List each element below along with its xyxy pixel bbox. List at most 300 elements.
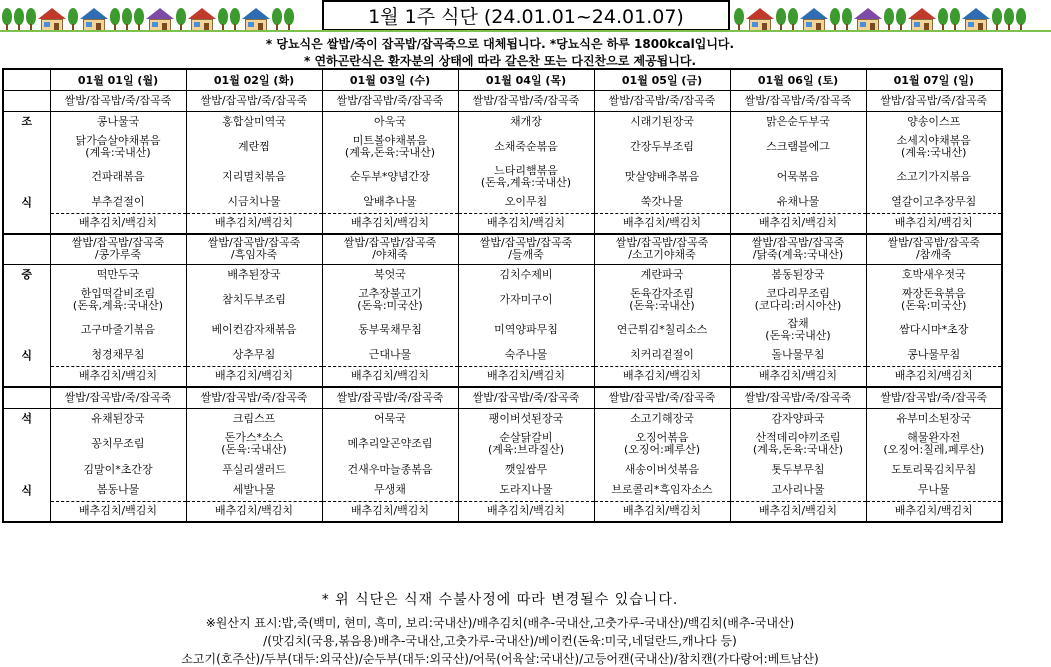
- menu-item-text: 무생채: [374, 483, 406, 497]
- menu-item: [186, 315, 322, 345]
- menu-item-text: 김말이*초간장: [83, 462, 153, 476]
- menu-item-text: 계란찜: [238, 140, 270, 153]
- menu-item: [594, 501, 730, 522]
- menu-item: [594, 111, 730, 132]
- menu-item-text: 푸실리샐러드: [222, 462, 286, 476]
- menu-item: [458, 366, 594, 387]
- menu-item: [186, 132, 322, 162]
- menu-item-text: 쑥갓나물: [640, 195, 684, 209]
- menu-item: [50, 162, 186, 192]
- menu-item: [50, 315, 186, 345]
- meal-label: [3, 213, 50, 234]
- menu-item-text: 알배추나물: [363, 195, 417, 209]
- menu-item: [730, 213, 866, 234]
- menu-item-text: 김치수제비: [499, 267, 553, 281]
- menu-item-text: 한입떡갈비조림 (돈육,계육:국내산): [72, 287, 164, 312]
- menu-item: [594, 162, 730, 192]
- tree-icon: [110, 8, 120, 32]
- menu-item-text: 쌀밥/잡곡밥/죽/잡곡죽: [472, 390, 580, 404]
- menu-item: [866, 192, 1002, 213]
- day-header: 01월 05일 (금): [594, 69, 730, 90]
- menu-item: [730, 264, 866, 285]
- meal-label: [3, 366, 50, 387]
- meal-label: [3, 501, 50, 522]
- menu-item: [322, 480, 458, 501]
- menu-item-text: 도토리묵김치무침: [891, 462, 977, 476]
- menu-item: [458, 234, 594, 264]
- menu-item-text: 근대나물: [368, 348, 412, 362]
- menu-item-text: 닭가슴살야채볶음 (계육:국내산): [75, 134, 161, 159]
- menu-item-text: 쌀밥/잡곡밥/죽/잡곡죽: [880, 93, 988, 107]
- tree-icon: [68, 8, 78, 32]
- menu-item: [458, 90, 594, 111]
- tree-icon: [176, 8, 186, 32]
- menu-item: [186, 162, 322, 192]
- dinner-row: [3, 408, 1002, 429]
- menu-item: [50, 480, 186, 501]
- menu-item: [322, 213, 458, 234]
- menu-item-text: 돌나물무침: [771, 348, 825, 362]
- menu-item: [730, 429, 866, 459]
- menu-item: [322, 408, 458, 429]
- grass-divider: [0, 30, 1051, 32]
- menu-item-text: 배추김치/백김치: [894, 369, 973, 383]
- tree-icon: [230, 8, 240, 32]
- tree-icon: [284, 8, 294, 32]
- menu-item-text: 새송이버섯볶음: [624, 462, 700, 476]
- menu-item: [186, 387, 322, 408]
- tree-icon: [950, 8, 960, 32]
- menu-item: [730, 459, 866, 480]
- menu-item: [322, 162, 458, 192]
- menu-item-text: 채개장: [510, 114, 542, 128]
- menu-item-text: 콩나물무침: [907, 348, 961, 362]
- menu-item: [594, 408, 730, 429]
- menu-item: [50, 408, 186, 429]
- day-header: 01월 01일 (월): [50, 69, 186, 90]
- menu-item: [594, 213, 730, 234]
- menu-item-text: 쌀밥/잡곡밥/죽/잡곡죽: [744, 390, 852, 404]
- menu-item: [458, 285, 594, 315]
- menu-item: [594, 90, 730, 111]
- menu-item: [186, 366, 322, 387]
- menu-item: [50, 501, 186, 522]
- house-icon: [242, 8, 270, 32]
- menu-item: [866, 366, 1002, 387]
- house-icon: [146, 8, 174, 32]
- menu-item-text: 맑은순두부국: [766, 114, 830, 128]
- menu-item: [730, 480, 866, 501]
- lunch-row: [3, 285, 1002, 315]
- meal-label: [3, 459, 50, 480]
- menu-item-text: 배추김치/백김치: [350, 369, 430, 383]
- menu-item: [866, 429, 1002, 459]
- menu-item-text: 쌀밥/잡곡밥/죽/잡곡죽: [336, 93, 444, 107]
- menu-item: [50, 264, 186, 285]
- menu-item-text: 느타리햄볶음 (돈육,계육:국내산): [480, 164, 572, 189]
- menu-item: [186, 480, 322, 501]
- tree-icon: [734, 8, 744, 32]
- menu-item: [594, 366, 730, 387]
- menu-item-text: 쌀밥/잡곡밥/잡곡죽 /참깨죽: [887, 236, 980, 262]
- meal-label: 중: [3, 264, 50, 285]
- day-header: 01월 02일 (화): [186, 69, 322, 90]
- menu-item: [594, 264, 730, 285]
- meal-label: [3, 285, 50, 315]
- menu-item-text: 쌈다시마*초장: [899, 323, 969, 336]
- menu-item-text: 배추김치/백김치: [486, 369, 566, 383]
- header-decoration: [0, 0, 1051, 32]
- menu-item: [866, 315, 1002, 345]
- page-title-text: 1월 1주 식단 (24.01.01~24.01.07): [368, 6, 684, 28]
- menu-item-text: 계란파국: [640, 267, 684, 281]
- menu-item-text: 배추김치/백김치: [214, 216, 294, 230]
- meal-label: 석: [3, 408, 50, 429]
- menu-item: [594, 192, 730, 213]
- lunch-row: [3, 366, 1002, 387]
- menu-item-text: 배추김치/백김치: [486, 216, 566, 230]
- tree-icon: [788, 8, 798, 32]
- menu-item-text: 쌀밥/잡곡밥/죽/잡곡죽: [64, 390, 172, 404]
- menu-item: [50, 387, 186, 408]
- tree-icon: [884, 8, 894, 32]
- menu-item-text: 쌀밥/잡곡밥/잡곡죽 /닭죽(계육:국내산): [751, 236, 845, 262]
- menu-item: [594, 387, 730, 408]
- menu-item-text: 쌀밥/잡곡밥/죽/잡곡죽: [200, 390, 308, 404]
- menu-item: [458, 345, 594, 366]
- menu-item: [866, 213, 1002, 234]
- corner-cell: [3, 69, 50, 90]
- menu-item: [866, 459, 1002, 480]
- menu-item-text: 메추리알곤약조림: [347, 437, 433, 450]
- meal-label: [3, 234, 50, 264]
- menu-item-text: 쌀밥/잡곡밥/죽/잡곡죽: [472, 93, 580, 107]
- tree-icon: [896, 8, 906, 32]
- menu-item: [730, 132, 866, 162]
- diabetic-diet-notice: * 당뇨식은 쌀밥/죽이 잡곡밥/잡곡죽으로 대체됩니다. *당뇨식은 하루 1800kcal입니다.: [265, 37, 735, 51]
- menu-item-text: 배추김치/백김치: [214, 504, 294, 518]
- menu-item: [322, 285, 458, 315]
- menu-item-text: 배추김치/백김치: [486, 504, 566, 518]
- weekly-menu-table: [2, 68, 1003, 523]
- menu-item: [50, 285, 186, 315]
- menu-item-text: 열갈이고추장무침: [891, 195, 977, 209]
- menu-item: [50, 345, 186, 366]
- menu-item-text: 배추김치/백김치: [78, 504, 158, 518]
- menu-item: [458, 192, 594, 213]
- menu-item: [50, 366, 186, 387]
- menu-item-text: 시금치나물: [227, 195, 281, 209]
- menu-item: [866, 285, 1002, 315]
- menu-item-text: 부추겉절이: [91, 195, 145, 209]
- menu-item: [594, 285, 730, 315]
- menu-item-text: 소고기해장국: [630, 411, 694, 425]
- menu-item-text: 고추장불고기 (돈육:미국산): [357, 287, 423, 312]
- menu-item: [186, 459, 322, 480]
- menu-item-text: 무나물: [917, 483, 950, 497]
- menu-item: [186, 234, 322, 264]
- menu-item-text: 간장두부조림: [630, 140, 694, 153]
- menu-item: [322, 234, 458, 264]
- menu-item: [186, 501, 322, 522]
- menu-item-text: 아욱국: [374, 114, 406, 128]
- village-illustration-left: [2, 2, 320, 32]
- menu-item: [322, 192, 458, 213]
- menu-item: [50, 459, 186, 480]
- menu-item-text: 상추무침: [232, 348, 276, 362]
- menu-item-text: 배추김치/백김치: [622, 369, 702, 383]
- menu-item: [458, 264, 594, 285]
- menu-item: [458, 111, 594, 132]
- menu-item: [866, 162, 1002, 192]
- menu-item: [594, 429, 730, 459]
- menu-item: [322, 501, 458, 522]
- menu-item-text: 배추김치/백김치: [758, 504, 838, 518]
- dinner-row: [3, 429, 1002, 459]
- menu-item-text: 스크램블에그: [766, 140, 830, 153]
- house-icon: [962, 8, 990, 32]
- menu-item: [594, 234, 730, 264]
- menu-item: [322, 366, 458, 387]
- menu-item: [322, 459, 458, 480]
- menu-item: [322, 90, 458, 111]
- menu-item-text: 꽁치무조림: [91, 437, 145, 450]
- menu-item-text: 짜장돈육볶음 (돈육:미국산): [901, 287, 967, 312]
- menu-item-text: 배추김치/백김치: [894, 216, 973, 230]
- menu-item-text: 연근튀김*칠리소스: [616, 323, 708, 336]
- menu-item: [458, 429, 594, 459]
- menu-item-text: 가자미구이: [499, 293, 553, 306]
- tree-icon: [1016, 8, 1026, 32]
- menu-item: [730, 162, 866, 192]
- menu-item-text: 세발나물: [232, 483, 276, 497]
- house-icon: [746, 8, 774, 32]
- menu-item-text: 어묵국: [374, 411, 406, 425]
- lunch-row: [3, 264, 1002, 285]
- menu-item-text: 돈육감자조림 (돈육:국내산): [629, 287, 695, 312]
- house-icon: [800, 8, 828, 32]
- menu-item: [322, 111, 458, 132]
- menu-item-text: 쌀밥/잡곡밥/죽/잡곡죽: [608, 390, 716, 404]
- menu-item: [186, 429, 322, 459]
- menu-item-text: 유채된장국: [91, 411, 145, 425]
- menu-item: [866, 345, 1002, 366]
- menu-item: [730, 408, 866, 429]
- lunch-row: [3, 345, 1002, 366]
- menu-item: [50, 234, 186, 264]
- menu-change-notice: * 위 식단은 식재 수불사정에 따라 변경될수 있습니다.: [321, 592, 679, 608]
- menu-item: [458, 132, 594, 162]
- menu-item-text: 북엇국: [374, 267, 406, 281]
- menu-item-text: 치커리겉절이: [630, 348, 694, 362]
- menu-item-text: 배추김치/백김치: [214, 369, 294, 383]
- menu-item: [458, 459, 594, 480]
- menu-item-text: 지리멸치볶음: [222, 170, 286, 183]
- tree-icon: [122, 8, 132, 32]
- menu-item-text: 배추김치/백김치: [622, 504, 702, 518]
- origin-label-line: ※원산지 표시:밥,죽(백미, 현미, 흑미, 보리:국내산)/배추김치(배추-국내산,고춧가루-국내산)/백김치(배추-국내산): [205, 616, 795, 630]
- menu-item-text: 오징어볶음 (오징어:페루산): [623, 431, 701, 456]
- menu-item: [186, 192, 322, 213]
- menu-item: [594, 132, 730, 162]
- menu-item-text: 맛살양배추볶음: [624, 170, 700, 183]
- menu-item-text: 시래기된장국: [630, 114, 694, 128]
- menu-item-text: 어묵볶음: [776, 170, 820, 183]
- menu-item: [866, 408, 1002, 429]
- menu-item: [458, 501, 594, 522]
- day-header: 01월 04일 (목): [458, 69, 594, 90]
- menu-item: [186, 213, 322, 234]
- meal-label: 식: [3, 480, 50, 501]
- menu-item-text: 배추김치/백김치: [894, 504, 973, 518]
- menu-item-text: 배추김치/백김치: [350, 216, 430, 230]
- menu-item: [322, 264, 458, 285]
- menu-item: [866, 111, 1002, 132]
- menu-item-text: 순살닭갈비 (계육:브라질산): [487, 431, 565, 456]
- menu-item: [50, 213, 186, 234]
- menu-item-text: 유부미소된장국: [896, 411, 971, 425]
- meal-label: 조: [3, 111, 50, 132]
- menu-item: [730, 366, 866, 387]
- menu-item-text: 미역양파무침: [494, 323, 558, 336]
- menu-item-text: 떡만두국: [96, 267, 140, 281]
- menu-item-text: 소세지야채볶음 (계육:국내산): [896, 134, 971, 159]
- menu-item: [186, 285, 322, 315]
- menu-item-text: 깻잎쌈무: [504, 462, 548, 476]
- menu-item-text: 배추김치/백김치: [758, 369, 838, 383]
- menu-item: [50, 132, 186, 162]
- dinner-row: [3, 387, 1002, 408]
- menu-item-text: 숙주나물: [504, 348, 548, 362]
- menu-item: [730, 315, 866, 345]
- menu-item-text: 팽이버섯된장국: [488, 411, 564, 425]
- menu-item-text: 소고기가지볶음: [896, 170, 971, 183]
- menu-item: [594, 480, 730, 501]
- menu-item: [458, 162, 594, 192]
- menu-item: [458, 213, 594, 234]
- menu-item-text: 쌀밥/잡곡밥/죽/잡곡죽: [200, 93, 308, 107]
- menu-item: [458, 408, 594, 429]
- menu-item-text: 쌀밥/잡곡밥/잡곡죽 /흑임자죽: [207, 236, 301, 262]
- menu-item: [866, 480, 1002, 501]
- menu-item-text: 베이컨감자채볶음: [211, 323, 297, 336]
- meal-label: [3, 315, 50, 345]
- house-icon: [908, 8, 936, 32]
- menu-item-text: 돈가스*소스 (돈육:국내산): [221, 431, 287, 456]
- tree-icon: [842, 8, 852, 32]
- menu-item-text: 건새우마늘종볶음: [347, 462, 433, 476]
- menu-item: [50, 192, 186, 213]
- house-icon: [38, 8, 66, 32]
- menu-item: [50, 111, 186, 132]
- lunch-row: [3, 234, 1002, 264]
- menu-item: [866, 264, 1002, 285]
- menu-item-text: 쌀밥/잡곡밥/죽/잡곡죽: [64, 93, 172, 107]
- menu-item: [730, 387, 866, 408]
- menu-item-text: 해물완자전 (오징어:칠레,페루산): [883, 431, 985, 456]
- menu-item: [730, 192, 866, 213]
- menu-item-text: 콩나물국: [96, 114, 140, 128]
- house-icon: [188, 8, 216, 32]
- menu-item-text: 고구마줄기볶음: [80, 323, 156, 336]
- menu-item-text: 크림스프: [232, 411, 276, 425]
- menu-item-text: 쌀밥/잡곡밥/잡곡죽 /들깨죽: [479, 236, 573, 262]
- menu-item-text: 홍합살미역국: [222, 114, 286, 128]
- menu-item: [866, 501, 1002, 522]
- menu-item: [866, 387, 1002, 408]
- menu-item-text: 소채죽순볶음: [494, 140, 558, 153]
- menu-item-text: 쌀밥/잡곡밥/잡곡죽 /소고기야채죽: [615, 236, 709, 262]
- menu-item-text: 유채나물: [776, 195, 820, 209]
- menu-item: [730, 285, 866, 315]
- menu-item-text: 양송이스프: [907, 114, 961, 128]
- origin-label-line: /(맛김치(국용,볶음용)배추-국내산,고춧가루-국내산)/베이컨(돈육:미국,네덜란드,캐나다 등): [263, 634, 737, 648]
- tree-icon: [134, 8, 144, 32]
- menu-item-text: 쌀밥/잡곡밥/잡곡죽 /야채죽: [343, 236, 437, 262]
- menu-item: [186, 264, 322, 285]
- menu-item: [730, 345, 866, 366]
- menu-item-text: 감자양파국: [771, 411, 825, 425]
- menu-item-text: 미트볼야채볶음 (계육,돈육:국내산): [344, 134, 436, 159]
- menu-item: [50, 90, 186, 111]
- tree-icon: [938, 8, 948, 32]
- menu-item-text: 배추김치/백김치: [78, 369, 158, 383]
- menu-item: [730, 234, 866, 264]
- lunch-row: [3, 315, 1002, 345]
- menu-item-text: 동부묵채무침: [358, 323, 422, 336]
- house-icon: [80, 8, 108, 32]
- menu-item-text: 쌀밥/잡곡밥/죽/잡곡죽: [744, 93, 852, 107]
- menu-item-text: 봄동된장국: [771, 267, 825, 281]
- house-icon: [854, 8, 882, 32]
- menu-item-text: 산적데리야끼조림 (계육,돈육:국내산): [752, 431, 844, 456]
- menu-item-text: 청경채무침: [91, 348, 145, 362]
- breakfast-row: [3, 132, 1002, 162]
- menu-item: [730, 90, 866, 111]
- day-header: 01월 03일 (수): [322, 69, 458, 90]
- tree-icon: [992, 8, 1002, 32]
- menu-item: [186, 345, 322, 366]
- menu-item-text: 배추된장국: [227, 267, 281, 281]
- menu-item: [594, 345, 730, 366]
- menu-item-text: 쌀밥/잡곡밥/죽/잡곡죽: [608, 93, 716, 107]
- menu-item: [50, 429, 186, 459]
- menu-item-text: 잡채 (돈육:국내산): [765, 317, 831, 342]
- meal-label: [3, 429, 50, 459]
- menu-item-text: 오이무침: [504, 195, 548, 209]
- menu-item-text: 쌀밥/잡곡밥/죽/잡곡죽: [880, 390, 988, 404]
- menu-item-text: 배추김치/백김치: [78, 216, 158, 230]
- page-title: [322, 0, 730, 31]
- menu-item-text: 순두부*양념간장: [350, 170, 430, 183]
- menu-item: [730, 111, 866, 132]
- menu-item-text: 봄동나물: [96, 483, 140, 497]
- menu-item-text: 호박새우젓국: [901, 267, 966, 281]
- menu-item: [322, 387, 458, 408]
- origin-label-line: 소고기(호주산)/두부(대두:외국산)/순두부(대두:외국산)/어묵(어육살:국내산)/고등어캔(국내산)/참치캔(가다랑어:베트남산): [181, 652, 819, 666]
- meal-label: [3, 162, 50, 192]
- menu-item-text: 브로콜리*흑임자소스: [611, 483, 713, 497]
- menu-item-text: 참치두부조림: [222, 293, 286, 306]
- menu-item: [322, 429, 458, 459]
- menu-item-text: 도라지나물: [499, 483, 553, 497]
- menu-item: [458, 315, 594, 345]
- menu-item-text: 고사리나물: [771, 483, 825, 497]
- tree-icon: [218, 8, 228, 32]
- dysphagia-diet-notice: * 연하곤란식은 환자분의 상태에 따라 갈은찬 또는 다진찬으로 제공됩니다.: [303, 54, 697, 68]
- tree-icon: [272, 8, 282, 32]
- tree-icon: [14, 8, 24, 32]
